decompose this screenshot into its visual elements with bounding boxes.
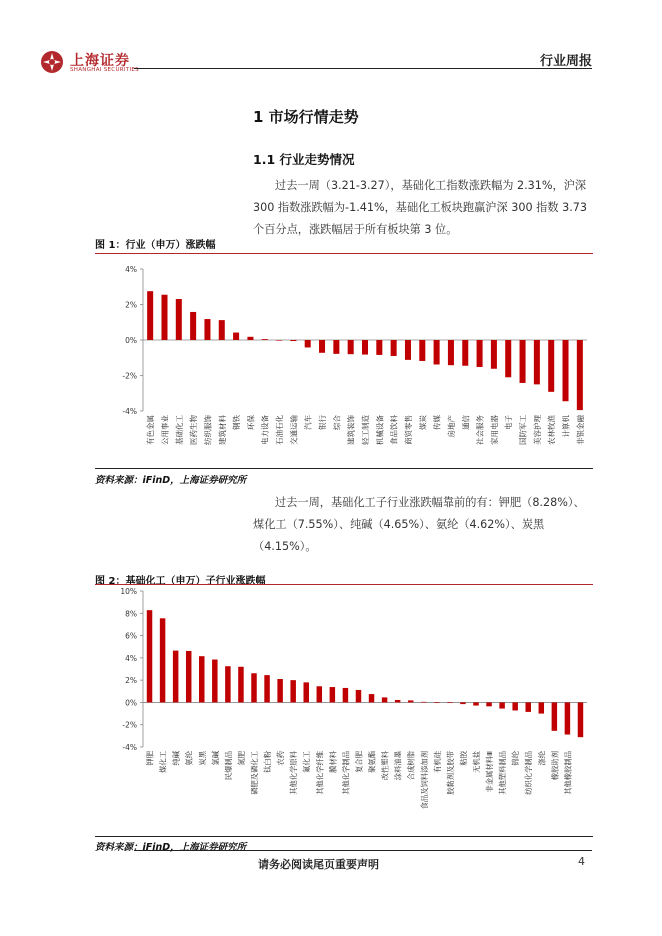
y-tick-label: -2%	[122, 720, 137, 730]
x-tick-label: 医药生物	[189, 415, 199, 445]
bar	[419, 340, 425, 361]
x-tick-label: 聚氨酯	[367, 751, 377, 773]
bar	[190, 312, 196, 340]
x-tick-label: 纺织化学制品	[524, 751, 534, 795]
bar	[578, 702, 583, 737]
bar	[343, 688, 348, 702]
x-tick-label: 膜材料	[328, 751, 338, 773]
x-tick-label: 非银金融	[575, 415, 585, 446]
x-tick-label: 氨纶	[184, 751, 194, 766]
x-tick-label: 纯碱	[171, 751, 181, 766]
x-tick-label: 无机盐	[472, 751, 481, 773]
bar	[319, 340, 325, 353]
bar	[477, 340, 483, 367]
y-tick-label: 8%	[125, 609, 137, 619]
bar	[173, 651, 178, 703]
y-tick-label: 6%	[125, 631, 137, 641]
x-tick-label: 胶黏剂及胶带	[445, 751, 455, 795]
x-tick-label: 涂料油墨	[393, 751, 403, 781]
x-tick-label: 家用电器	[489, 415, 499, 445]
figure-1-bottom-rule	[95, 468, 593, 469]
y-tick-label: 10%	[120, 587, 137, 596]
bar	[434, 340, 440, 364]
figure-2-source: 资料来源：iFinD，上海证券研究所	[95, 842, 247, 853]
footer-disclaimer: 请务必阅读尾页重要声明	[258, 858, 379, 871]
x-tick-label: 食品饮料	[389, 415, 399, 445]
x-tick-label: 氯碱	[210, 751, 220, 766]
x-tick-label: 涤纶	[537, 751, 547, 766]
bar	[382, 697, 387, 702]
x-tick-label: 综合	[332, 415, 342, 430]
x-tick-label: 磷肥及磷化工	[250, 751, 259, 795]
bar	[505, 340, 511, 377]
bar	[462, 340, 468, 366]
bar	[539, 702, 544, 713]
bar	[330, 687, 335, 702]
bar	[251, 673, 256, 702]
bar	[548, 340, 554, 392]
y-tick-label: 0%	[125, 698, 137, 708]
x-tick-label: 计算机	[561, 415, 571, 438]
bar	[525, 702, 530, 711]
report-type: 行业周报	[539, 54, 592, 69]
x-tick-label: 钢铁	[232, 415, 242, 430]
y-tick-label: -4%	[122, 407, 137, 416]
x-tick-label: 其他塑料制品	[498, 751, 508, 795]
y-tick-label: 2%	[125, 676, 137, 686]
figure-2-caption: 图 2：基础化工（申万）子行业涨跌幅	[95, 576, 266, 587]
x-tick-label: 合成树脂	[406, 751, 416, 781]
y-tick-label: 4%	[125, 653, 137, 663]
figure-1-caption: 图 1：行业（申万）涨跌幅	[95, 240, 216, 251]
bar	[534, 340, 540, 384]
bar	[565, 702, 570, 734]
x-tick-label: 橡胶助剂	[550, 751, 560, 781]
paragraph-1: 过去一周（3.21-3.27），基础化工指数涨跌幅为 2.31%，沪深 300 指数涨跌幅为-1.41%，基础化工板块跑赢沪深 300 指数 3.73 个百分点，涨跌幅居于所有板块第 3 位。	[253, 179, 587, 236]
bar	[238, 667, 243, 703]
x-tick-label: 交通运输	[289, 415, 299, 445]
bar	[434, 702, 439, 703]
x-tick-label: 氟化工	[302, 751, 312, 773]
x-tick-label: 电子	[504, 415, 514, 430]
bar	[499, 702, 504, 708]
bar	[219, 320, 225, 340]
section-subtitle: 1.1 行业走势情况	[253, 152, 355, 167]
bar	[204, 319, 210, 340]
bar	[276, 340, 282, 341]
bar	[348, 340, 354, 354]
bar	[421, 702, 426, 703]
x-tick-label: 通信	[461, 415, 471, 430]
bar	[262, 339, 268, 340]
x-tick-label: 电力设备	[260, 415, 270, 445]
x-tick-label: 其他化学纤维	[315, 751, 325, 795]
y-tick-label: -2%	[122, 371, 137, 381]
x-tick-label: 改性塑料	[380, 751, 390, 781]
x-tick-label: 其他橡胶制品	[563, 751, 573, 795]
x-tick-label: 环保	[246, 415, 256, 430]
bar	[303, 682, 308, 702]
y-tick-label: 4%	[125, 265, 137, 274]
x-tick-label: 轻工制造	[361, 415, 370, 445]
bar	[577, 340, 583, 410]
x-tick-label: 钾肥	[145, 751, 155, 766]
bar	[212, 660, 217, 703]
x-tick-label: 房地产	[446, 415, 456, 438]
chart-2	[95, 585, 593, 835]
chart-1	[95, 255, 593, 467]
bar	[161, 295, 167, 340]
bar	[186, 651, 191, 702]
bar	[305, 340, 311, 347]
bar	[408, 700, 413, 702]
footer-divider	[134, 850, 592, 851]
logo-text: 上海证券	[70, 53, 130, 69]
x-tick-label: 公用事业	[160, 415, 170, 445]
x-tick-label: 汽车	[303, 415, 313, 430]
bar	[356, 690, 361, 702]
x-tick-label: 复合肥	[354, 751, 364, 773]
bar	[290, 680, 295, 702]
x-tick-label: 社会服务	[475, 415, 485, 445]
x-tick-label: 有机硅	[432, 751, 442, 773]
bar	[376, 340, 382, 355]
x-tick-label: 商贸零售	[403, 415, 413, 445]
bar	[448, 340, 454, 365]
x-tick-label: 炭黑	[197, 751, 207, 766]
x-tick-label: 机械设备	[375, 415, 385, 445]
y-tick-label: 0%	[125, 336, 137, 345]
bar	[225, 666, 230, 702]
x-tick-label: 非金属材料Ⅲ	[485, 751, 495, 793]
bar	[333, 340, 339, 354]
bar	[160, 618, 165, 702]
x-tick-label: 传媒	[432, 415, 442, 430]
x-tick-label: 食品及饲料添加剂	[419, 751, 429, 810]
bar	[520, 340, 526, 383]
bar	[486, 702, 491, 706]
y-tick-label: -4%	[122, 743, 137, 752]
bar	[176, 299, 182, 340]
x-tick-label: 基础化工	[174, 415, 184, 445]
bar	[277, 679, 282, 702]
bar	[447, 702, 452, 703]
bar	[199, 656, 204, 702]
bar	[512, 702, 517, 710]
x-tick-label: 锦纶	[511, 751, 521, 766]
page-number: 4	[578, 855, 585, 868]
logo-text-en: SHANGHAI SECURITIES	[70, 67, 139, 73]
figure-1-source: 资料来源：iFinD，上海证券研究所	[95, 475, 247, 486]
x-tick-label: 农林牧渔	[547, 415, 557, 445]
x-tick-label: 银行	[318, 415, 328, 430]
logo-icon	[40, 50, 64, 74]
x-tick-label: 国防军工	[518, 415, 528, 445]
section-title: 1 市场行情走势	[253, 108, 359, 126]
x-tick-label: 农药	[276, 751, 286, 766]
x-tick-label: 其他化学制品	[341, 751, 351, 795]
x-tick-label: 其他化学原料	[289, 751, 299, 795]
bar	[147, 610, 152, 702]
x-tick-label: 有色金属	[146, 415, 156, 445]
header-divider	[134, 68, 592, 69]
bar	[247, 337, 253, 340]
x-tick-label: 民爆制品	[223, 751, 233, 781]
bar	[317, 686, 322, 702]
bar	[290, 340, 296, 341]
y-tick-label: 2%	[125, 300, 137, 310]
x-tick-label: 石油石化	[275, 415, 285, 445]
bar	[391, 340, 397, 356]
x-tick-label: 氮肥	[236, 751, 246, 766]
figure-2-bottom-rule	[95, 836, 593, 837]
bar	[395, 700, 400, 702]
bar	[147, 291, 153, 340]
x-tick-label: 美容护理	[532, 415, 542, 445]
bar	[473, 702, 478, 705]
bar	[369, 694, 374, 702]
bar	[460, 702, 465, 704]
figure-1-top-rule	[95, 253, 593, 254]
x-tick-label: 纺织服饰	[203, 415, 213, 445]
bar	[563, 340, 569, 401]
x-tick-label: 煤炭	[418, 415, 428, 430]
bar	[264, 675, 269, 702]
x-tick-label: 粘胶	[458, 751, 468, 766]
x-tick-label: 建筑材料	[217, 415, 227, 445]
bar	[233, 333, 239, 340]
x-tick-label: 建筑装饰	[346, 415, 356, 445]
bar	[362, 340, 368, 355]
x-tick-label: 煤化工	[158, 751, 168, 773]
bar	[491, 340, 497, 369]
x-tick-label: 钛白粉	[263, 751, 273, 773]
bar	[552, 702, 557, 730]
paragraph-2: 过去一周，基础化工子行业涨跌幅靠前的有：钾肥（8.28%）、煤化工（7.55%）、纯碱（4.65%）、氨纶（4.62%）、炭黑（4.15%）。	[253, 496, 585, 553]
bar	[405, 340, 411, 360]
